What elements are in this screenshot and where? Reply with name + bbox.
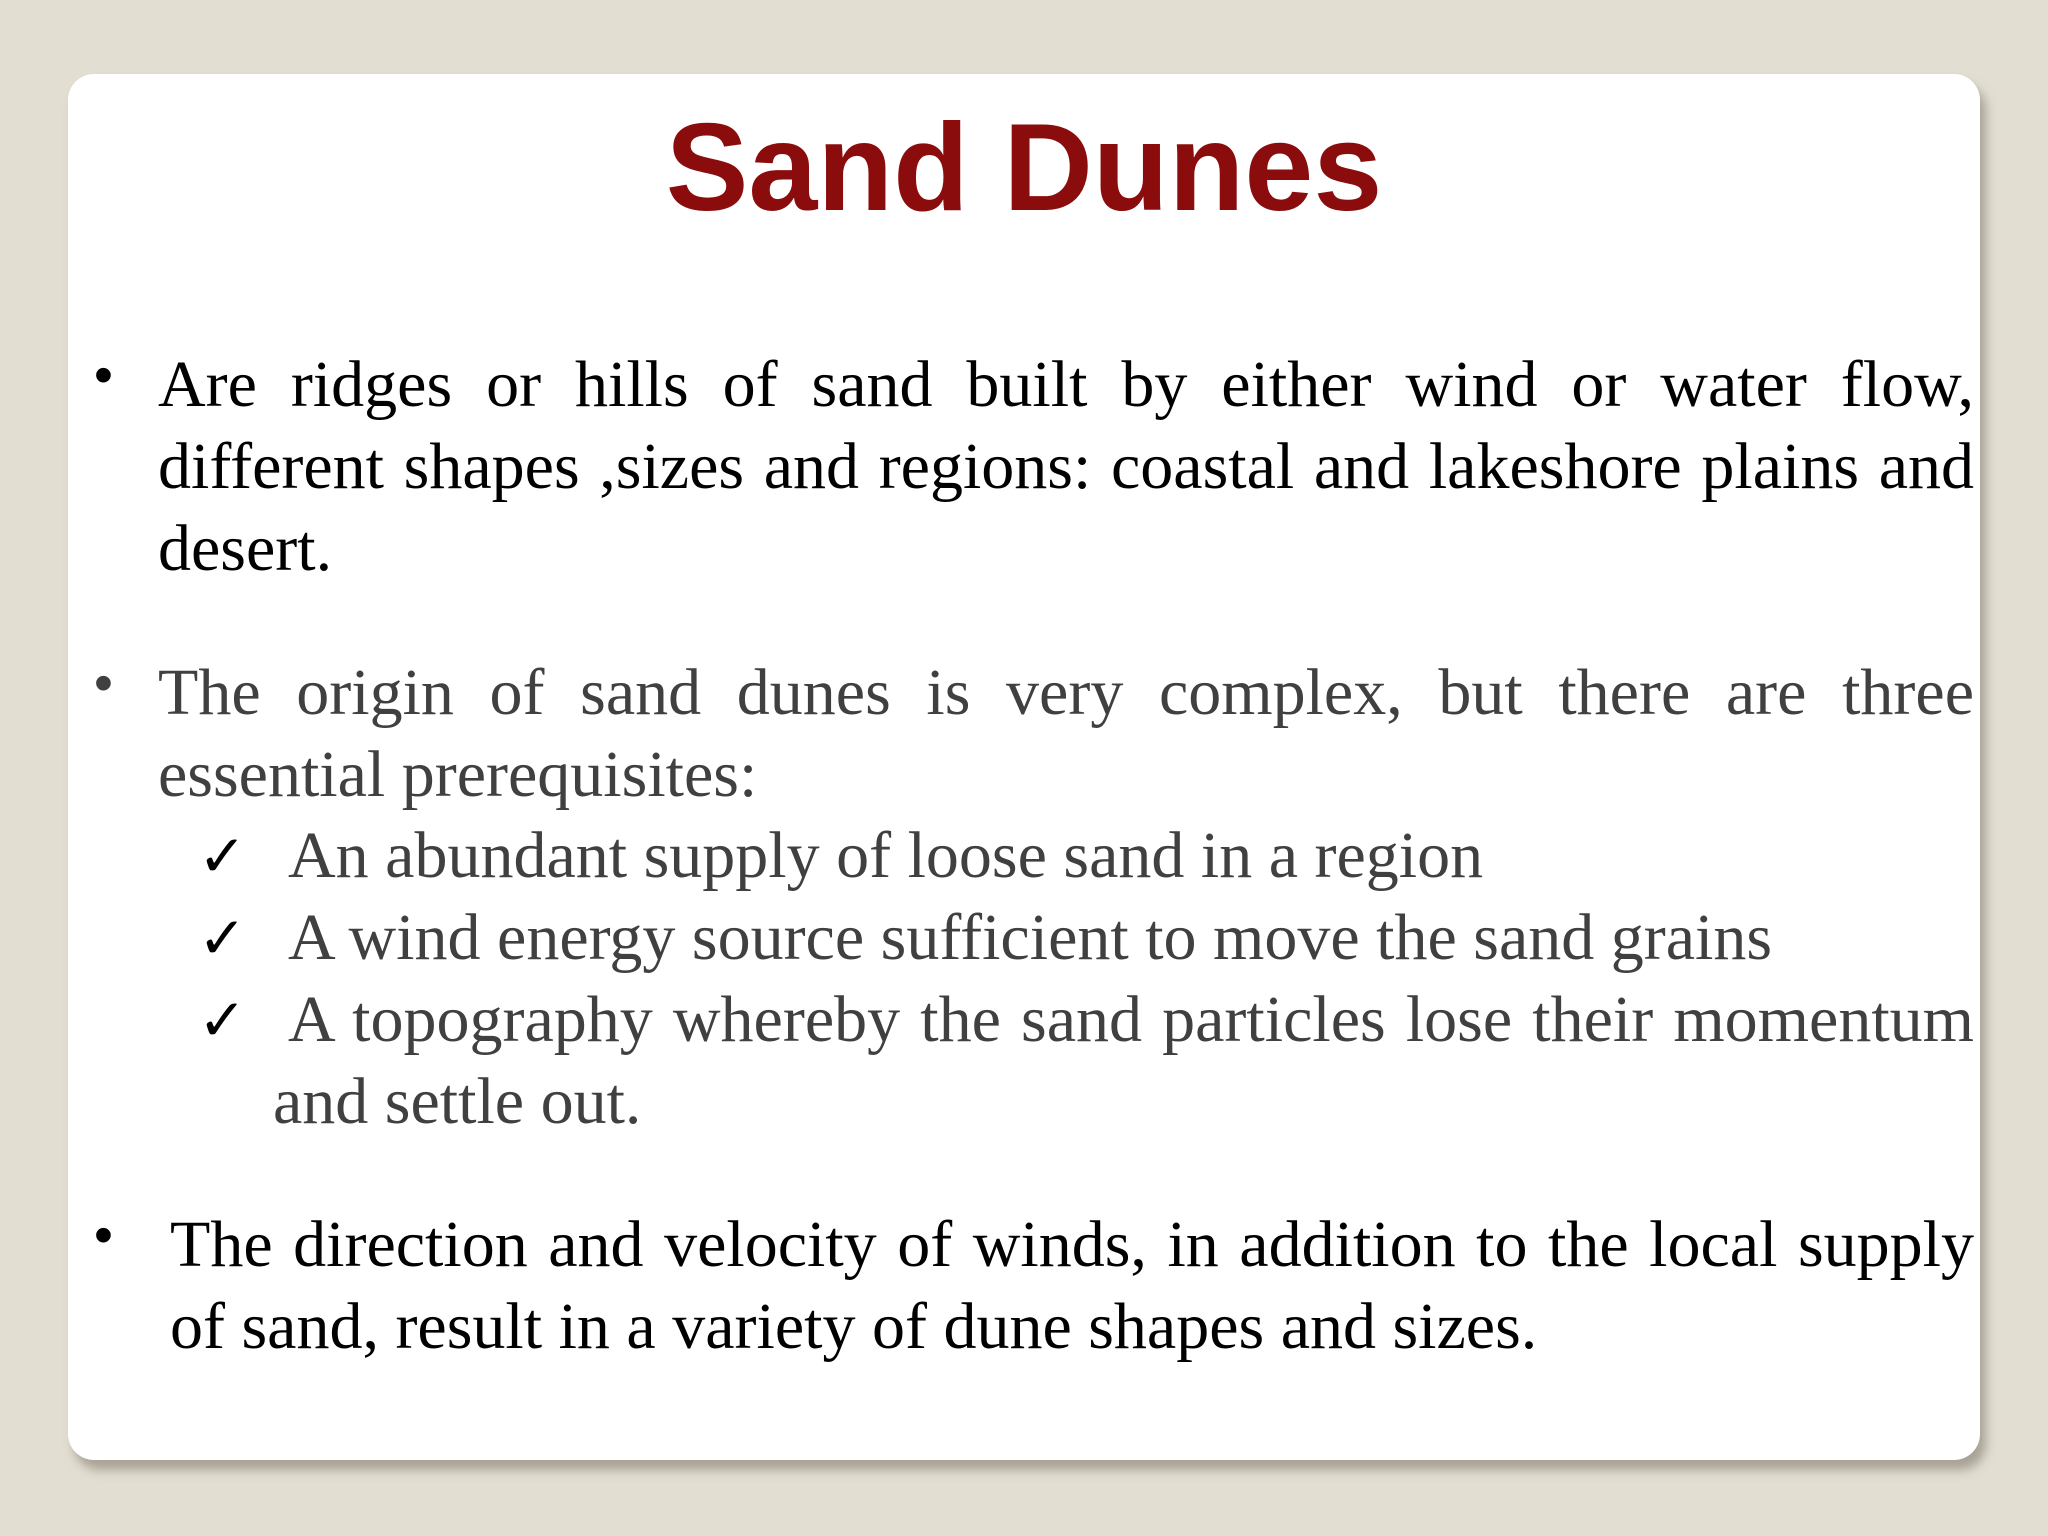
checkmark-icon: ✓ <box>198 986 247 1054</box>
check-item-2: A wind energy source sufficient to move the sand grains <box>288 901 1773 974</box>
slide-content <box>68 74 1980 1460</box>
bullet-marker: • <box>94 653 113 713</box>
check-item-1: An abundant supply of loose sand in a region <box>288 819 1484 892</box>
checkmark-icon: ✓ <box>198 822 247 890</box>
check-item-3: A topography whereby the sand particles lose their momentum and settle out. <box>273 983 1974 1138</box>
bullet-marker: • <box>94 345 113 405</box>
bullet-3-text: The direction and velocity of winds, in addition to the local supply of sand, result in a variety of dune shapes and sizes. <box>170 1208 1974 1363</box>
bullet-1-text: Are ridges or hills of sand built by either wind or water flow, different shapes ,sizes and regions: coastal and lakeshore plains and desert. <box>158 348 1974 585</box>
slide-title: Sand Dunes <box>665 99 1383 237</box>
bullet-2-text: The origin of sand dunes is very complex, but there are three essential prerequisites: <box>158 656 1974 811</box>
checkmark-icon: ✓ <box>198 904 247 972</box>
slide <box>68 74 1980 1460</box>
bullet-marker: • <box>94 1205 113 1265</box>
